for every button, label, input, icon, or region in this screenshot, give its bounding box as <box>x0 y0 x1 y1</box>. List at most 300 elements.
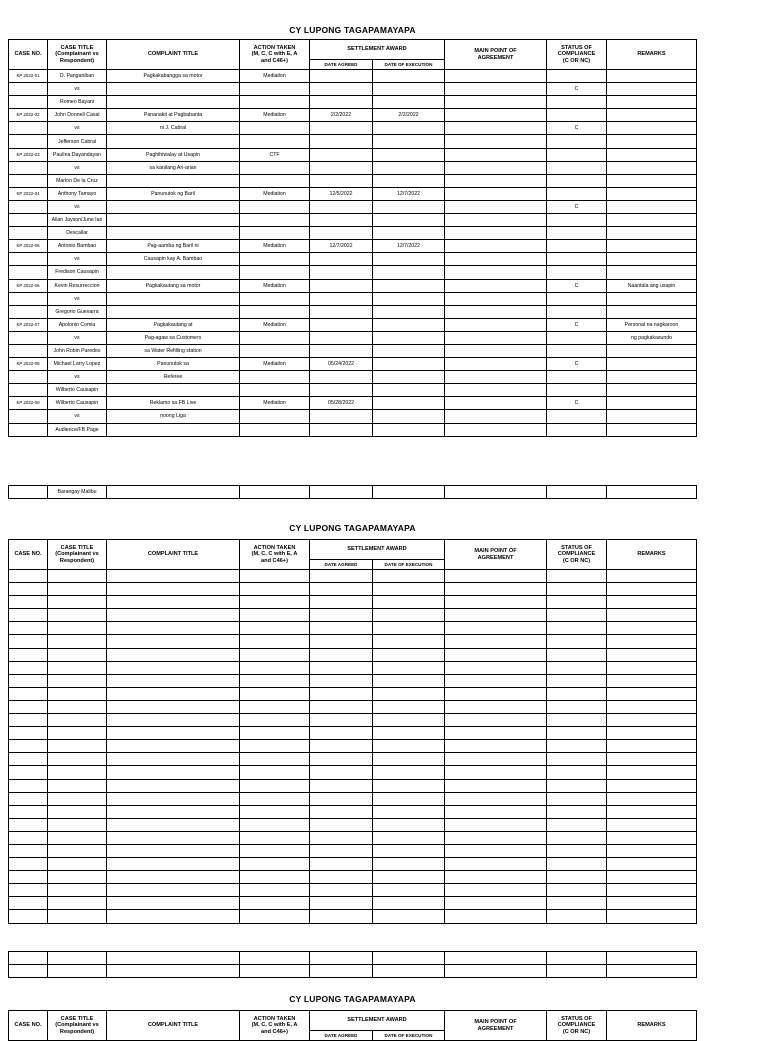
cell-date-of-execution <box>373 96 445 109</box>
header-main-point-line: AGREEMENT <box>477 54 514 61</box>
cell-date-of-execution <box>373 831 445 844</box>
header-status-line: STATUS OF <box>561 545 592 552</box>
cell-main-point <box>445 410 547 423</box>
cell-status: C <box>547 397 607 410</box>
cell-case-no: KP 2022-04 <box>9 187 48 200</box>
cell-case-no <box>9 253 48 266</box>
cell-date-agreed <box>310 661 373 674</box>
cell-date-agreed <box>310 740 373 753</box>
cell-complaint-title <box>107 779 240 792</box>
cell-date-agreed <box>310 818 373 831</box>
cell-action-taken <box>240 648 310 661</box>
cell-case-no <box>9 227 48 240</box>
header-status-line: COMPLIANCE <box>557 551 596 558</box>
cell-status <box>547 952 607 965</box>
cell-date-of-execution <box>373 174 445 187</box>
cell-status <box>547 570 607 583</box>
cell-case-no: KP 2022-05 <box>9 240 48 253</box>
header-remarks: REMARKS <box>607 1011 697 1041</box>
cell-date-of-execution <box>373 292 445 305</box>
cell-complaint-title <box>107 174 240 187</box>
cell-main-point <box>445 727 547 740</box>
header-main-point-line: AGREEMENT <box>477 554 514 561</box>
cell-case-title: vs <box>48 292 107 305</box>
cell-case-title <box>48 805 107 818</box>
header-status <box>547 1011 607 1041</box>
cell-action-taken <box>240 410 310 423</box>
cell-case-no <box>9 292 48 305</box>
cell-complaint-title <box>107 818 240 831</box>
cell-status <box>547 161 607 174</box>
cell-main-point <box>445 779 547 792</box>
cell-action-taken <box>240 122 310 135</box>
cell-date-agreed <box>310 897 373 910</box>
cell-case-no <box>9 818 48 831</box>
cell-main-point <box>445 910 547 923</box>
table-row <box>9 740 697 753</box>
cell-date-agreed <box>310 910 373 923</box>
cell-complaint-title <box>107 965 240 978</box>
cell-status <box>547 805 607 818</box>
cell-case-no <box>9 266 48 279</box>
cell-action-taken <box>240 831 310 844</box>
table-row <box>9 818 697 831</box>
table-row <box>9 570 697 583</box>
header-action-taken-line: ACTION TAKEN <box>253 45 296 52</box>
cell-date-agreed <box>310 766 373 779</box>
cell-case-no <box>9 331 48 344</box>
cell-case-no <box>9 805 48 818</box>
cell-case-no <box>9 844 48 857</box>
cell-status <box>547 331 607 344</box>
cell-main-point <box>445 952 547 965</box>
cell-date-agreed <box>310 844 373 857</box>
cell-case-no <box>9 753 48 766</box>
cell-status <box>547 109 607 122</box>
cell-action-taken: Mediation <box>240 358 310 371</box>
table-row <box>9 583 697 596</box>
table-row <box>9 661 697 674</box>
cell-complaint-title <box>107 609 240 622</box>
cell-remarks <box>607 858 697 871</box>
cell-date-agreed <box>310 344 373 357</box>
cell-status <box>547 766 607 779</box>
cell-case-title: John Robin Paredes <box>48 344 107 357</box>
cell-remarks <box>607 174 697 187</box>
header-case-title-line: (Complainant vs <box>55 551 99 558</box>
cell-date-agreed <box>310 331 373 344</box>
cell-date-of-execution <box>373 279 445 292</box>
cell-action-taken <box>240 727 310 740</box>
cell-date-agreed <box>310 371 373 384</box>
cell-status <box>547 661 607 674</box>
cell-date-of-execution <box>373 766 445 779</box>
table-row <box>9 884 697 897</box>
table-row <box>9 844 697 857</box>
cell-complaint-title <box>107 83 240 96</box>
cell-status <box>547 622 607 635</box>
cell-complaint-title: Pagkakabangga sa motor <box>107 70 240 83</box>
cell-case-title <box>48 622 107 635</box>
header-case-title-line: (Complainant vs <box>55 51 99 58</box>
header-action-taken-line: (M, C, C with E, A <box>251 1022 298 1029</box>
cell-case-title: Apolonio Comia <box>48 318 107 331</box>
cell-date-of-execution <box>373 344 445 357</box>
cell-date-agreed <box>310 148 373 161</box>
sheet-title: CY LUPONG TAGAPAMAYAPA <box>289 25 416 35</box>
cell-remarks <box>607 305 697 318</box>
cell-action-taken <box>240 253 310 266</box>
cell-status <box>547 871 607 884</box>
cell-action-taken <box>240 227 310 240</box>
cell-remarks <box>607 622 697 635</box>
cell-case-no: KP 2022-08 <box>9 358 48 371</box>
cell-status <box>547 174 607 187</box>
cell-case-no: KP 2022-02 <box>9 109 48 122</box>
cell-date-agreed <box>310 384 373 397</box>
cell-date-agreed <box>310 318 373 331</box>
cell-case-title: Michael Larry Lopez <box>48 358 107 371</box>
cell-main-point <box>445 253 547 266</box>
cell-action-taken <box>240 135 310 148</box>
cell-date-agreed <box>310 609 373 622</box>
cell-case-title: Wilberto Causapin <box>48 384 107 397</box>
header-status-line: (C OR NC) <box>562 57 591 64</box>
cell-action-taken <box>240 661 310 674</box>
cell-main-point <box>445 805 547 818</box>
cell-date-of-execution <box>373 266 445 279</box>
cell-main-point <box>445 740 547 753</box>
cell-status <box>547 858 607 871</box>
cell-action-taken <box>240 910 310 923</box>
cell-main-point <box>445 240 547 253</box>
cell-action-taken: Mediation <box>240 187 310 200</box>
cell-date-agreed <box>310 792 373 805</box>
cell-main-point <box>445 818 547 831</box>
header-date-of-execution: DATE OF EXECUTION <box>373 60 445 70</box>
cell-main-point <box>445 305 547 318</box>
cell-case-no <box>9 858 48 871</box>
cell-case-no <box>9 570 48 583</box>
cell-status <box>547 609 607 622</box>
header-status-line: STATUS OF <box>561 45 592 52</box>
cell-complaint-title <box>107 831 240 844</box>
cell-case-no <box>9 423 48 436</box>
cell-status <box>547 410 607 423</box>
cell-main-point <box>445 871 547 884</box>
cell-action-taken <box>240 305 310 318</box>
cell-case-no: KP 2022-09 <box>9 397 48 410</box>
cell-case-no <box>9 661 48 674</box>
cell-status <box>547 583 607 596</box>
header-settlement-award: SETTLEMENT AWARD <box>310 1011 445 1031</box>
table-row <box>9 410 697 423</box>
cell-case-no <box>9 714 48 727</box>
cell-status <box>547 714 607 727</box>
cell-case-no: KP 2022-07 <box>9 318 48 331</box>
cell-case-no <box>9 122 48 135</box>
cell-status <box>547 635 607 648</box>
cell-remarks <box>607 700 697 713</box>
table-row <box>9 965 697 978</box>
cell-remarks <box>607 965 697 978</box>
cell-case-title: D. Panganiban <box>48 70 107 83</box>
header-action-taken <box>240 40 310 70</box>
cell-remarks <box>607 831 697 844</box>
cell-action-taken <box>240 884 310 897</box>
cell-status <box>547 227 607 240</box>
cell-case-title <box>48 952 107 965</box>
cell-date-of-execution <box>373 214 445 227</box>
cell-case-no <box>9 831 48 844</box>
cell-date-of-execution <box>373 674 445 687</box>
cell-action-taken: CTF <box>240 148 310 161</box>
table-row <box>9 292 697 305</box>
cell-case-title: vs <box>48 371 107 384</box>
cell-status <box>547 70 607 83</box>
cell-date-of-execution <box>373 148 445 161</box>
cell-action-taken <box>240 214 310 227</box>
cell-main-point <box>445 486 547 499</box>
cell-complaint-title <box>107 805 240 818</box>
cell-case-title <box>48 844 107 857</box>
cell-date-agreed <box>310 253 373 266</box>
cell-status <box>547 305 607 318</box>
cell-remarks <box>607 358 697 371</box>
cell-case-title <box>48 648 107 661</box>
header-case-title-line: Respondent) <box>59 557 95 564</box>
cell-date-agreed <box>310 135 373 148</box>
cell-action-taken <box>240 570 310 583</box>
cell-date-agreed <box>310 279 373 292</box>
cell-complaint-title <box>107 687 240 700</box>
cell-remarks <box>607 397 697 410</box>
cell-date-of-execution <box>373 331 445 344</box>
cell-complaint-title <box>107 700 240 713</box>
cell-date-agreed <box>310 622 373 635</box>
cell-case-title <box>48 965 107 978</box>
header-case-no: CASE NO. <box>9 40 48 70</box>
cell-case-title <box>48 674 107 687</box>
cell-main-point <box>445 161 547 174</box>
cell-case-title <box>48 740 107 753</box>
header-status-line: STATUS OF <box>561 1016 592 1023</box>
cell-main-point <box>445 358 547 371</box>
cell-complaint-title <box>107 674 240 687</box>
cell-main-point <box>445 661 547 674</box>
cell-complaint-title <box>107 740 240 753</box>
cell-complaint-title <box>107 266 240 279</box>
cell-status <box>547 844 607 857</box>
cell-action-taken <box>240 818 310 831</box>
cell-complaint-title: Pag-aamba ng Baril ni <box>107 240 240 253</box>
cell-status <box>547 266 607 279</box>
table-row <box>9 266 697 279</box>
cell-status <box>547 187 607 200</box>
cell-case-title: vs <box>48 200 107 213</box>
cell-main-point <box>445 766 547 779</box>
cell-case-title <box>48 871 107 884</box>
cell-status <box>547 344 607 357</box>
cell-case-title: Antonio Bambao <box>48 240 107 253</box>
table-row <box>9 674 697 687</box>
cell-complaint-title: Pag-agaw sa Customers <box>107 331 240 344</box>
cell-main-point <box>445 318 547 331</box>
cell-case-no <box>9 648 48 661</box>
cell-date-agreed <box>310 227 373 240</box>
table-row <box>9 214 697 227</box>
cell-date-agreed <box>310 423 373 436</box>
cell-complaint-title <box>107 910 240 923</box>
cell-case-no <box>9 96 48 109</box>
cell-complaint-title <box>107 753 240 766</box>
footer-table-2 <box>8 951 697 978</box>
cell-action-taken <box>240 871 310 884</box>
cell-complaint-title <box>107 897 240 910</box>
cell-remarks <box>607 161 697 174</box>
cell-action-taken: Mediation <box>240 240 310 253</box>
cell-case-title <box>48 727 107 740</box>
header-remarks: REMARKS <box>607 40 697 70</box>
table-row <box>9 83 697 96</box>
cell-complaint-title <box>107 858 240 871</box>
table-row <box>9 371 697 384</box>
cell-case-title: Fredison Causapin <box>48 266 107 279</box>
header-main-point-line: AGREEMENT <box>477 1025 514 1032</box>
cell-main-point <box>445 570 547 583</box>
cell-main-point <box>445 279 547 292</box>
cell-date-of-execution <box>373 792 445 805</box>
cell-remarks <box>607 148 697 161</box>
cell-date-agreed <box>310 161 373 174</box>
table-row <box>9 687 697 700</box>
table-row <box>9 200 697 213</box>
cell-complaint-title <box>107 884 240 897</box>
cell-case-title <box>48 583 107 596</box>
cell-action-taken <box>240 161 310 174</box>
cell-remarks <box>607 714 697 727</box>
cell-action-taken <box>240 596 310 609</box>
cell-action-taken <box>240 423 310 436</box>
cell-date-agreed <box>310 687 373 700</box>
cell-date-of-execution <box>373 779 445 792</box>
cell-status <box>547 910 607 923</box>
cell-case-title: Kevin Resurreccion <box>48 279 107 292</box>
cell-action-taken <box>240 805 310 818</box>
cell-main-point <box>445 674 547 687</box>
cell-action-taken <box>240 858 310 871</box>
header-main-point <box>445 40 547 70</box>
cell-date-agreed <box>310 884 373 897</box>
cell-date-agreed <box>310 648 373 661</box>
cell-action-taken <box>240 96 310 109</box>
cell-action-taken <box>240 766 310 779</box>
cell-complaint-title: ni J. Cabral <box>107 122 240 135</box>
cell-complaint-title <box>107 792 240 805</box>
cell-complaint-title <box>107 727 240 740</box>
cell-date-of-execution <box>373 740 445 753</box>
cell-remarks <box>607 96 697 109</box>
cell-date-agreed <box>310 83 373 96</box>
cell-main-point <box>445 583 547 596</box>
cell-status <box>547 214 607 227</box>
cell-action-taken <box>240 844 310 857</box>
cell-action-taken <box>240 486 310 499</box>
cell-case-no <box>9 766 48 779</box>
cell-remarks <box>607 486 697 499</box>
cell-main-point <box>445 423 547 436</box>
cell-case-title <box>48 897 107 910</box>
cell-date-of-execution <box>373 871 445 884</box>
cell-remarks <box>607 266 697 279</box>
cell-date-of-execution: 12/7/2022 <box>373 187 445 200</box>
table-row <box>9 240 697 253</box>
cell-case-no <box>9 635 48 648</box>
cell-complaint-title: Pagkakautang sa motor <box>107 279 240 292</box>
cell-action-taken <box>240 200 310 213</box>
cell-remarks <box>607 344 697 357</box>
header-case-no: CASE NO. <box>9 1011 48 1041</box>
table-row <box>9 753 697 766</box>
cell-status <box>547 897 607 910</box>
cell-case-title <box>48 661 107 674</box>
cell-complaint-title: sa Water Refilling station <box>107 344 240 357</box>
cell-action-taken <box>240 687 310 700</box>
cell-date-of-execution <box>373 727 445 740</box>
cell-remarks <box>607 635 697 648</box>
cell-action-taken: Mediation <box>240 279 310 292</box>
cell-action-taken: Mediation <box>240 109 310 122</box>
cell-status <box>547 240 607 253</box>
cell-case-title: vs <box>48 83 107 96</box>
cell-remarks <box>607 292 697 305</box>
header-main-point <box>445 540 547 570</box>
cell-status <box>547 253 607 266</box>
header-case-title-line: (Complainant vs <box>55 1022 99 1029</box>
cell-case-title <box>48 884 107 897</box>
header-action-taken <box>240 1011 310 1041</box>
cell-date-agreed <box>310 174 373 187</box>
cell-status <box>547 648 607 661</box>
cell-status: C <box>547 83 607 96</box>
cell-case-no <box>9 622 48 635</box>
cell-date-of-execution <box>373 410 445 423</box>
sheet-title-2: CY LUPONG TAGAPAMAYAPA <box>289 523 416 533</box>
cell-action-taken <box>240 897 310 910</box>
table-row <box>9 109 697 122</box>
cell-remarks <box>607 227 697 240</box>
cell-date-of-execution <box>373 135 445 148</box>
cell-case-no: KP 2022-03 <box>9 148 48 161</box>
cell-case-title: Anthony Tamayo <box>48 187 107 200</box>
cell-case-no <box>9 727 48 740</box>
cell-remarks <box>607 753 697 766</box>
cell-remarks <box>607 844 697 857</box>
cell-case-no <box>9 740 48 753</box>
cell-action-taken: Mediation <box>240 397 310 410</box>
cell-main-point <box>445 266 547 279</box>
cell-status <box>547 884 607 897</box>
cell-status <box>547 965 607 978</box>
cell-date-agreed <box>310 214 373 227</box>
cell-complaint-title: noong Liga <box>107 410 240 423</box>
cell-status <box>547 596 607 609</box>
cell-case-title: vs <box>48 122 107 135</box>
cell-date-agreed <box>310 596 373 609</box>
header-case-title <box>48 1011 107 1041</box>
cell-date-of-execution <box>373 952 445 965</box>
cell-date-agreed: 05/24/2022 <box>310 358 373 371</box>
